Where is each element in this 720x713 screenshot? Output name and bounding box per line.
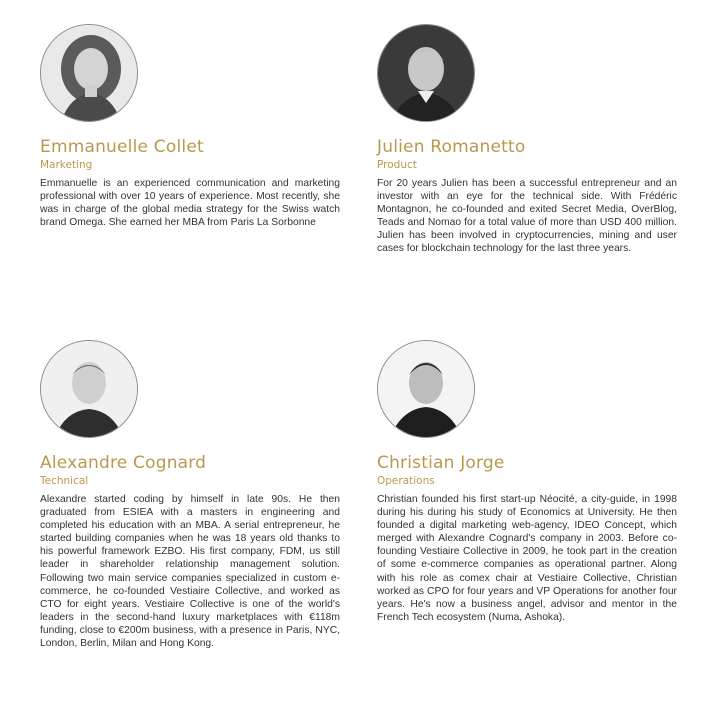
team-member-alexandre-cognard <box>40 340 340 670</box>
member-name: Julien Romanetto <box>377 137 526 157</box>
member-bio: Christian founded his first start-up Néocité, a city-guide, in 1998 during his during his study of Economics at University. He then founded a digital marketing web-agency, IDEO Concept, which merged with Alexandre Cognard's company in 2003. Before co-founding Vestiaire Collective in 2009, he took part in the creation of some e-commerce companies as operational partner. Along with his role as comex chair at Vestiaire Collective, Christian worked as CPO for four years and VP Operations for another four years. He's now a business angel, advisor and mentor in the French Tech ecosystem (Numa, Ashoka). <box>377 494 677 623</box>
member-bio: Alexandre started coding by himself in late 90s. He then graduated from ESIEA with a masters in engineering and completed his education with an MBA. A serial entrepreneur, he started building companies when he was 18 years old thanks to his powerful framework EZBO. His first company, FDM, us still leader in shareholder relationship management solution. Following two main service companies specialized in custom e-commerce, he co-founded Vestiaire Collective, and worked as CTO for eight years. Vestiaire Collective is one of the world's leaders in the second-hand luxury marketplaces with €118m funding, close to €200m business, with a presence in Paris, NYC, London, Berlin, Milan and Hong Kong. <box>40 494 340 650</box>
member-role: Technical <box>40 475 89 487</box>
team-member-julien-romanetto <box>377 24 677 284</box>
member-name: Emmanuelle Collet <box>40 137 204 157</box>
member-bio: For 20 years Julien has been a successful entrepreneur and an investor with an eye for the technical side. With Frédéric Montagnon, he co-founded and exited Secret Media, OverBlog, Teads and Nomao for a total value of more than USD 400 million. Julien has been involved in cryptocurrencies, mining and user cases for blockchain technology for the last three years. <box>377 178 677 255</box>
avatar <box>377 24 475 122</box>
member-role: Marketing <box>40 159 93 171</box>
member-name: Christian Jorge <box>377 453 505 473</box>
team-member-christian-jorge <box>377 340 677 640</box>
member-bio: Emmanuelle is an experienced communication and marketing professional with over 10 years of experience. Most recently, she was in charge of the global media strategy for the Swiss watch brand Omega. She earned her MBA from Paris La Sorbonne <box>40 178 340 229</box>
member-role: Operations <box>377 475 435 487</box>
avatar <box>40 340 138 438</box>
avatar <box>40 24 138 122</box>
avatar <box>377 340 475 438</box>
member-role: Product <box>377 159 417 171</box>
team-member-emmanuelle-collet <box>40 24 340 254</box>
member-name: Alexandre Cognard <box>40 453 207 473</box>
